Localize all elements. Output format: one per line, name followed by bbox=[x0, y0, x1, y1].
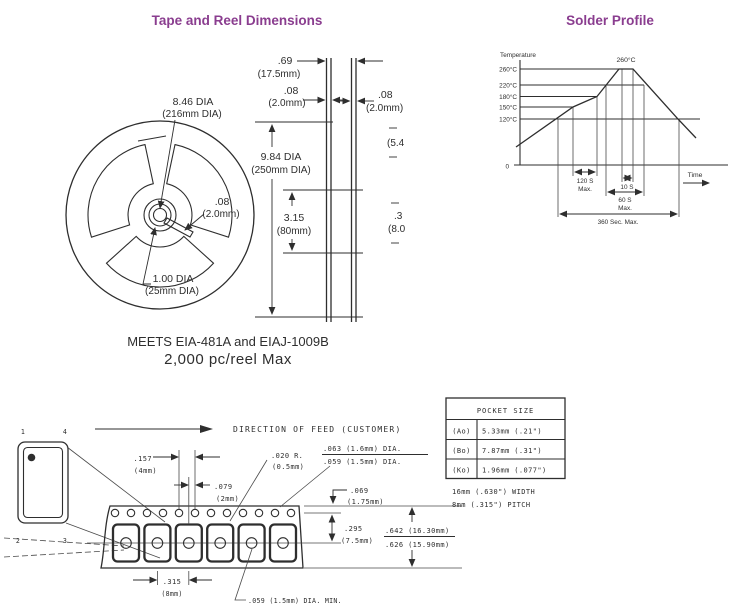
reel-window-left bbox=[88, 145, 153, 238]
pocket-size-table bbox=[446, 398, 565, 509]
center-hole-callout bbox=[235, 549, 342, 605]
center-distance-dim bbox=[304, 513, 373, 545]
clipped-dim-a bbox=[387, 128, 405, 157]
edge-margin-in: .069 bbox=[350, 487, 369, 495]
reel-width-mm: (17.5mm) bbox=[257, 69, 301, 80]
tape-width-note: 16mm (.630") WIDTH bbox=[452, 488, 536, 496]
above220-time-max: Max. bbox=[618, 205, 632, 212]
reel-slot-mm: (2.0mm) bbox=[202, 209, 240, 220]
pocket-table-key-ao: (Ao) bbox=[452, 427, 471, 436]
direction-of-feed bbox=[95, 425, 401, 434]
tick-180: 180°C bbox=[499, 94, 517, 101]
sprocket-dia-min: .059 (1.5mm) DIA. bbox=[323, 458, 402, 466]
tape-strip bbox=[87, 506, 341, 568]
above220-time-label: 60 S bbox=[618, 197, 632, 204]
duration-annotations bbox=[558, 165, 679, 226]
solder-profile-chart bbox=[499, 52, 728, 226]
flange-left-mm: (2.0mm) bbox=[268, 98, 306, 109]
reel-outer-dia-callout bbox=[138, 96, 222, 208]
pocket-pitch-dim bbox=[133, 571, 212, 598]
reel-width-dim bbox=[258, 55, 383, 80]
pocket-table-value-ao: 5.33mm (.21") bbox=[482, 427, 542, 436]
pin1-indicator-dot bbox=[28, 454, 36, 462]
center-hole-label: .059 (1.5mm) DIA. MIN. bbox=[248, 597, 342, 605]
pocket-table-key-bo: (Bo) bbox=[452, 447, 471, 455]
time-axis-label bbox=[683, 172, 709, 183]
pocket-pitch-mm: (8mm) bbox=[161, 590, 183, 598]
time-reference-lines bbox=[558, 69, 679, 165]
flange-right-mm: (2.0mm) bbox=[366, 103, 404, 114]
sprocket-holes bbox=[111, 509, 294, 516]
hub-width-in: 3.15 bbox=[283, 212, 305, 224]
reel-hub-hole bbox=[154, 209, 167, 222]
tape-width-max: .642 (16.30mm) bbox=[385, 527, 450, 535]
reel-hub-dia-callout bbox=[143, 228, 199, 297]
pocket-table-title: POCKET SIZE bbox=[476, 407, 535, 415]
direction-of-feed-label: DIRECTION OF FEED (CUSTOMER) bbox=[233, 425, 402, 434]
reel-hub-dia-in: 1.00 DIA bbox=[152, 273, 194, 285]
pin-label-1: 1 bbox=[20, 428, 26, 436]
reel-side-view bbox=[251, 55, 405, 322]
capacity-note: 2,000 pc/reel Max bbox=[164, 351, 292, 368]
y-axis-label: Temperature bbox=[500, 52, 536, 59]
standards-note: MEETS EIA-481A and EIAJ-1009B bbox=[127, 334, 329, 349]
reel-hub-dia-mm: (25mm DIA) bbox=[145, 286, 199, 297]
pin-label-3: 3 bbox=[62, 537, 68, 545]
peak-temp-label: 260°C bbox=[616, 57, 636, 64]
pin-label-4: 4 bbox=[62, 428, 68, 436]
tape-reel-title: Tape and Reel Dimensions bbox=[151, 13, 323, 28]
component-outline bbox=[4, 428, 165, 558]
hub-width-dim bbox=[277, 193, 311, 250]
corner-radius-in: .020 R. bbox=[271, 452, 304, 460]
x-axis-label: Time bbox=[687, 172, 703, 179]
pocket-offset-mm: (2mm) bbox=[216, 495, 240, 503]
sprocket-pitch-mm: (4mm) bbox=[133, 467, 157, 475]
tape-strip-figure bbox=[4, 425, 462, 605]
tick-220: 220°C bbox=[499, 82, 517, 90]
sprocket-pitch-in: .157 bbox=[133, 455, 152, 463]
reel-slot-in: .08 bbox=[214, 196, 230, 208]
tape-width-dim bbox=[304, 506, 462, 568]
flange-right-in: .08 bbox=[378, 89, 393, 101]
feed-arrow-head bbox=[200, 425, 213, 433]
soak-time-label: 120 S bbox=[576, 178, 594, 185]
total-time-label: 360 Sec. Max. bbox=[597, 219, 639, 226]
reel-width-in: .69 bbox=[277, 55, 293, 67]
soak-time-max: Max. bbox=[578, 186, 592, 193]
tick-120: 120°C bbox=[499, 116, 517, 124]
flange-right-dim bbox=[336, 89, 403, 114]
tick-150: 150°C bbox=[499, 104, 517, 112]
origin-label: 0 bbox=[505, 163, 509, 171]
clipped-dim-a-text: (5.4 bbox=[387, 138, 405, 149]
sprocket-dia-max: .063 (1.6mm) DIA. bbox=[323, 445, 402, 453]
pocket-offset-dim bbox=[174, 477, 239, 524]
corner-radius-mm: (0.5mm) bbox=[272, 463, 305, 471]
tick-260: 260°C bbox=[499, 66, 517, 74]
peak-time-label: 10 S bbox=[620, 184, 634, 191]
tape-width-min: .626 (15.90mm) bbox=[385, 541, 450, 549]
flange-dia-in: 9.84 DIA bbox=[260, 151, 302, 163]
reel-front-view bbox=[66, 96, 254, 309]
pocket-table-value-ko: 1.96mm (.077") bbox=[482, 466, 547, 475]
pocket-pitch-in: .315 bbox=[162, 578, 182, 586]
edge-margin-dim bbox=[333, 487, 384, 506]
grid-lines bbox=[520, 69, 700, 119]
pocket-offset-in: .079 bbox=[214, 483, 233, 491]
clipped-dim-b-mm: (8.0 bbox=[388, 224, 406, 235]
flange-left-dim bbox=[268, 85, 347, 109]
solder-profile-title: Solder Profile bbox=[566, 13, 654, 28]
pocket-table-key-ko: (Ko) bbox=[452, 466, 471, 475]
reel-outer-dia-mm: (216mm DIA) bbox=[162, 109, 222, 120]
clipped-dim-b-in: .3 bbox=[394, 211, 403, 222]
y-tick-labels bbox=[499, 66, 517, 171]
pin-label-2: 2 bbox=[15, 537, 21, 545]
reel-outer-dia-in: 8.46 DIA bbox=[172, 96, 214, 108]
flange-dia-mm: (250mm DIA) bbox=[251, 165, 311, 176]
clipped-dim-b bbox=[388, 203, 406, 243]
edge-margin-mm: (1.75mm) bbox=[347, 498, 384, 506]
center-distance-in: .295 bbox=[344, 525, 363, 533]
flange-left-in: .08 bbox=[283, 85, 299, 97]
center-distance-mm: (7.5mm) bbox=[341, 537, 374, 545]
tape-pitch-note: 8mm (.315") PITCH bbox=[452, 501, 531, 509]
hub-width-mm: (80mm) bbox=[276, 226, 312, 237]
pocket-table-value-bo: 7.87mm (.31") bbox=[482, 447, 542, 455]
sprocket-pitch-dim bbox=[134, 450, 220, 509]
